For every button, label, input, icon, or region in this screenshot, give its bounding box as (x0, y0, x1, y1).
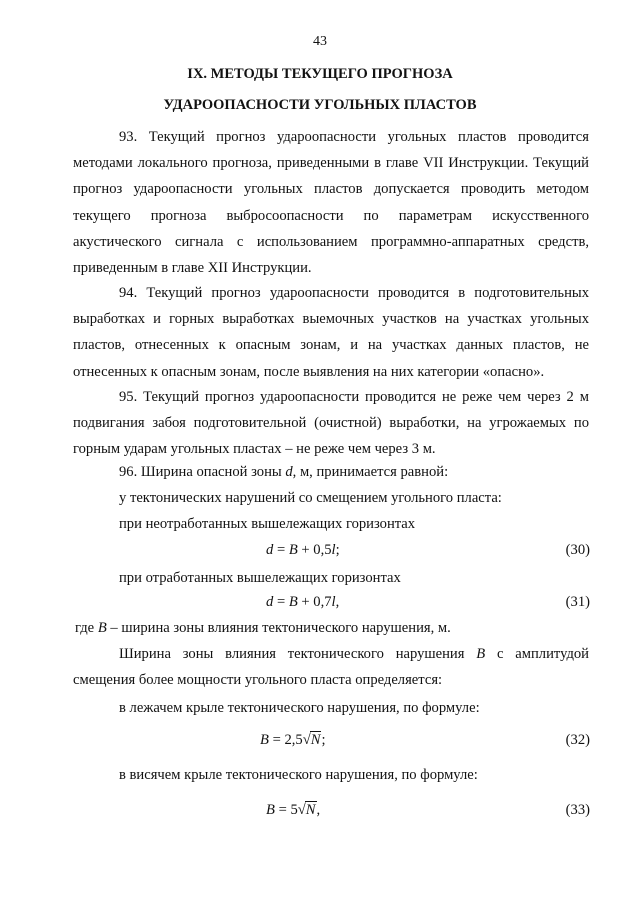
text-worked-horizons: при отработанных вышележащих горизонтах (119, 570, 401, 586)
paragraph-94: 94. Текущий прогноз удароопасности проводится в подготовительных выработках и горных выработках выемочных участков на участках угольных пластов, отнесенных к опасным зонам, и на участках данных пластов, не отнесенных к опасным зонам, после выявления на них категории «опасно». (73, 285, 589, 380)
section-title-line-1: IX. МЕТОДЫ ТЕКУЩЕГО ПРОГНОЗА (187, 66, 453, 82)
square-root-symbol: √N (302, 732, 321, 748)
formula-33: B = 5√N, (266, 802, 321, 818)
formula-30-number: (30) (565, 542, 590, 558)
page-number: 43 (313, 34, 327, 49)
section-title-line-2: УДАРООПАСНОСТИ УГОЛЬНЫХ ПЛАСТОВ (163, 97, 477, 113)
text-lying-wing: в лежачем крыле тектонического нарушения, по формуле: (119, 700, 480, 716)
square-root-symbol: √N (297, 802, 316, 818)
paragraph-95: 95. Текущий прогноз удароопасности проводится не реже чем через 2 м подвигания забоя подготовительной (очистной) выработки, на угрожаемых по горным ударам угольных пластах – не реже чем через 3 м. (73, 389, 589, 458)
text-unworked-horizons: при неотработанных вышележащих горизонтах (119, 516, 416, 532)
paragraph-zone-width: Ширина зоны влияния тектонического нарушения B с амплитудой смещения более мощности угольного пласта определяется: (73, 646, 589, 689)
text-hanging-wing: в висячем крыле тектонического нарушения, по формуле: (119, 767, 478, 783)
formula-33-number: (33) (565, 802, 590, 818)
formula-30: d = B + 0,5l; (266, 542, 340, 558)
formula-31-number: (31) (565, 594, 590, 610)
formula-32: B = 2,5√N; (260, 732, 326, 748)
paragraph-93: 93. Текущий прогноз удароопасности угольных пластов проводится методами локального прогноза, приведенными в главе VII Инструкции. Текущий прогноз удароопасности угольных пластов допускается проводить методом текущего прогноза выбросоопасности по параметрам искусственного акустического сигнала с использованием программно-аппаратных средств, приведенным в главе XII Инструкции. (73, 129, 589, 277)
formula-32-number: (32) (565, 732, 590, 748)
text-where-b: где B – ширина зоны влияния тектонического нарушения, м. (75, 620, 451, 636)
text-tectonic-disturbances: у тектонических нарушений со смещением угольного пласта: (119, 490, 502, 506)
paragraph-96: 96. Ширина опасной зоны d, м, принимается равной: (119, 464, 449, 480)
formula-31: d = B + 0,7l, (266, 594, 340, 610)
